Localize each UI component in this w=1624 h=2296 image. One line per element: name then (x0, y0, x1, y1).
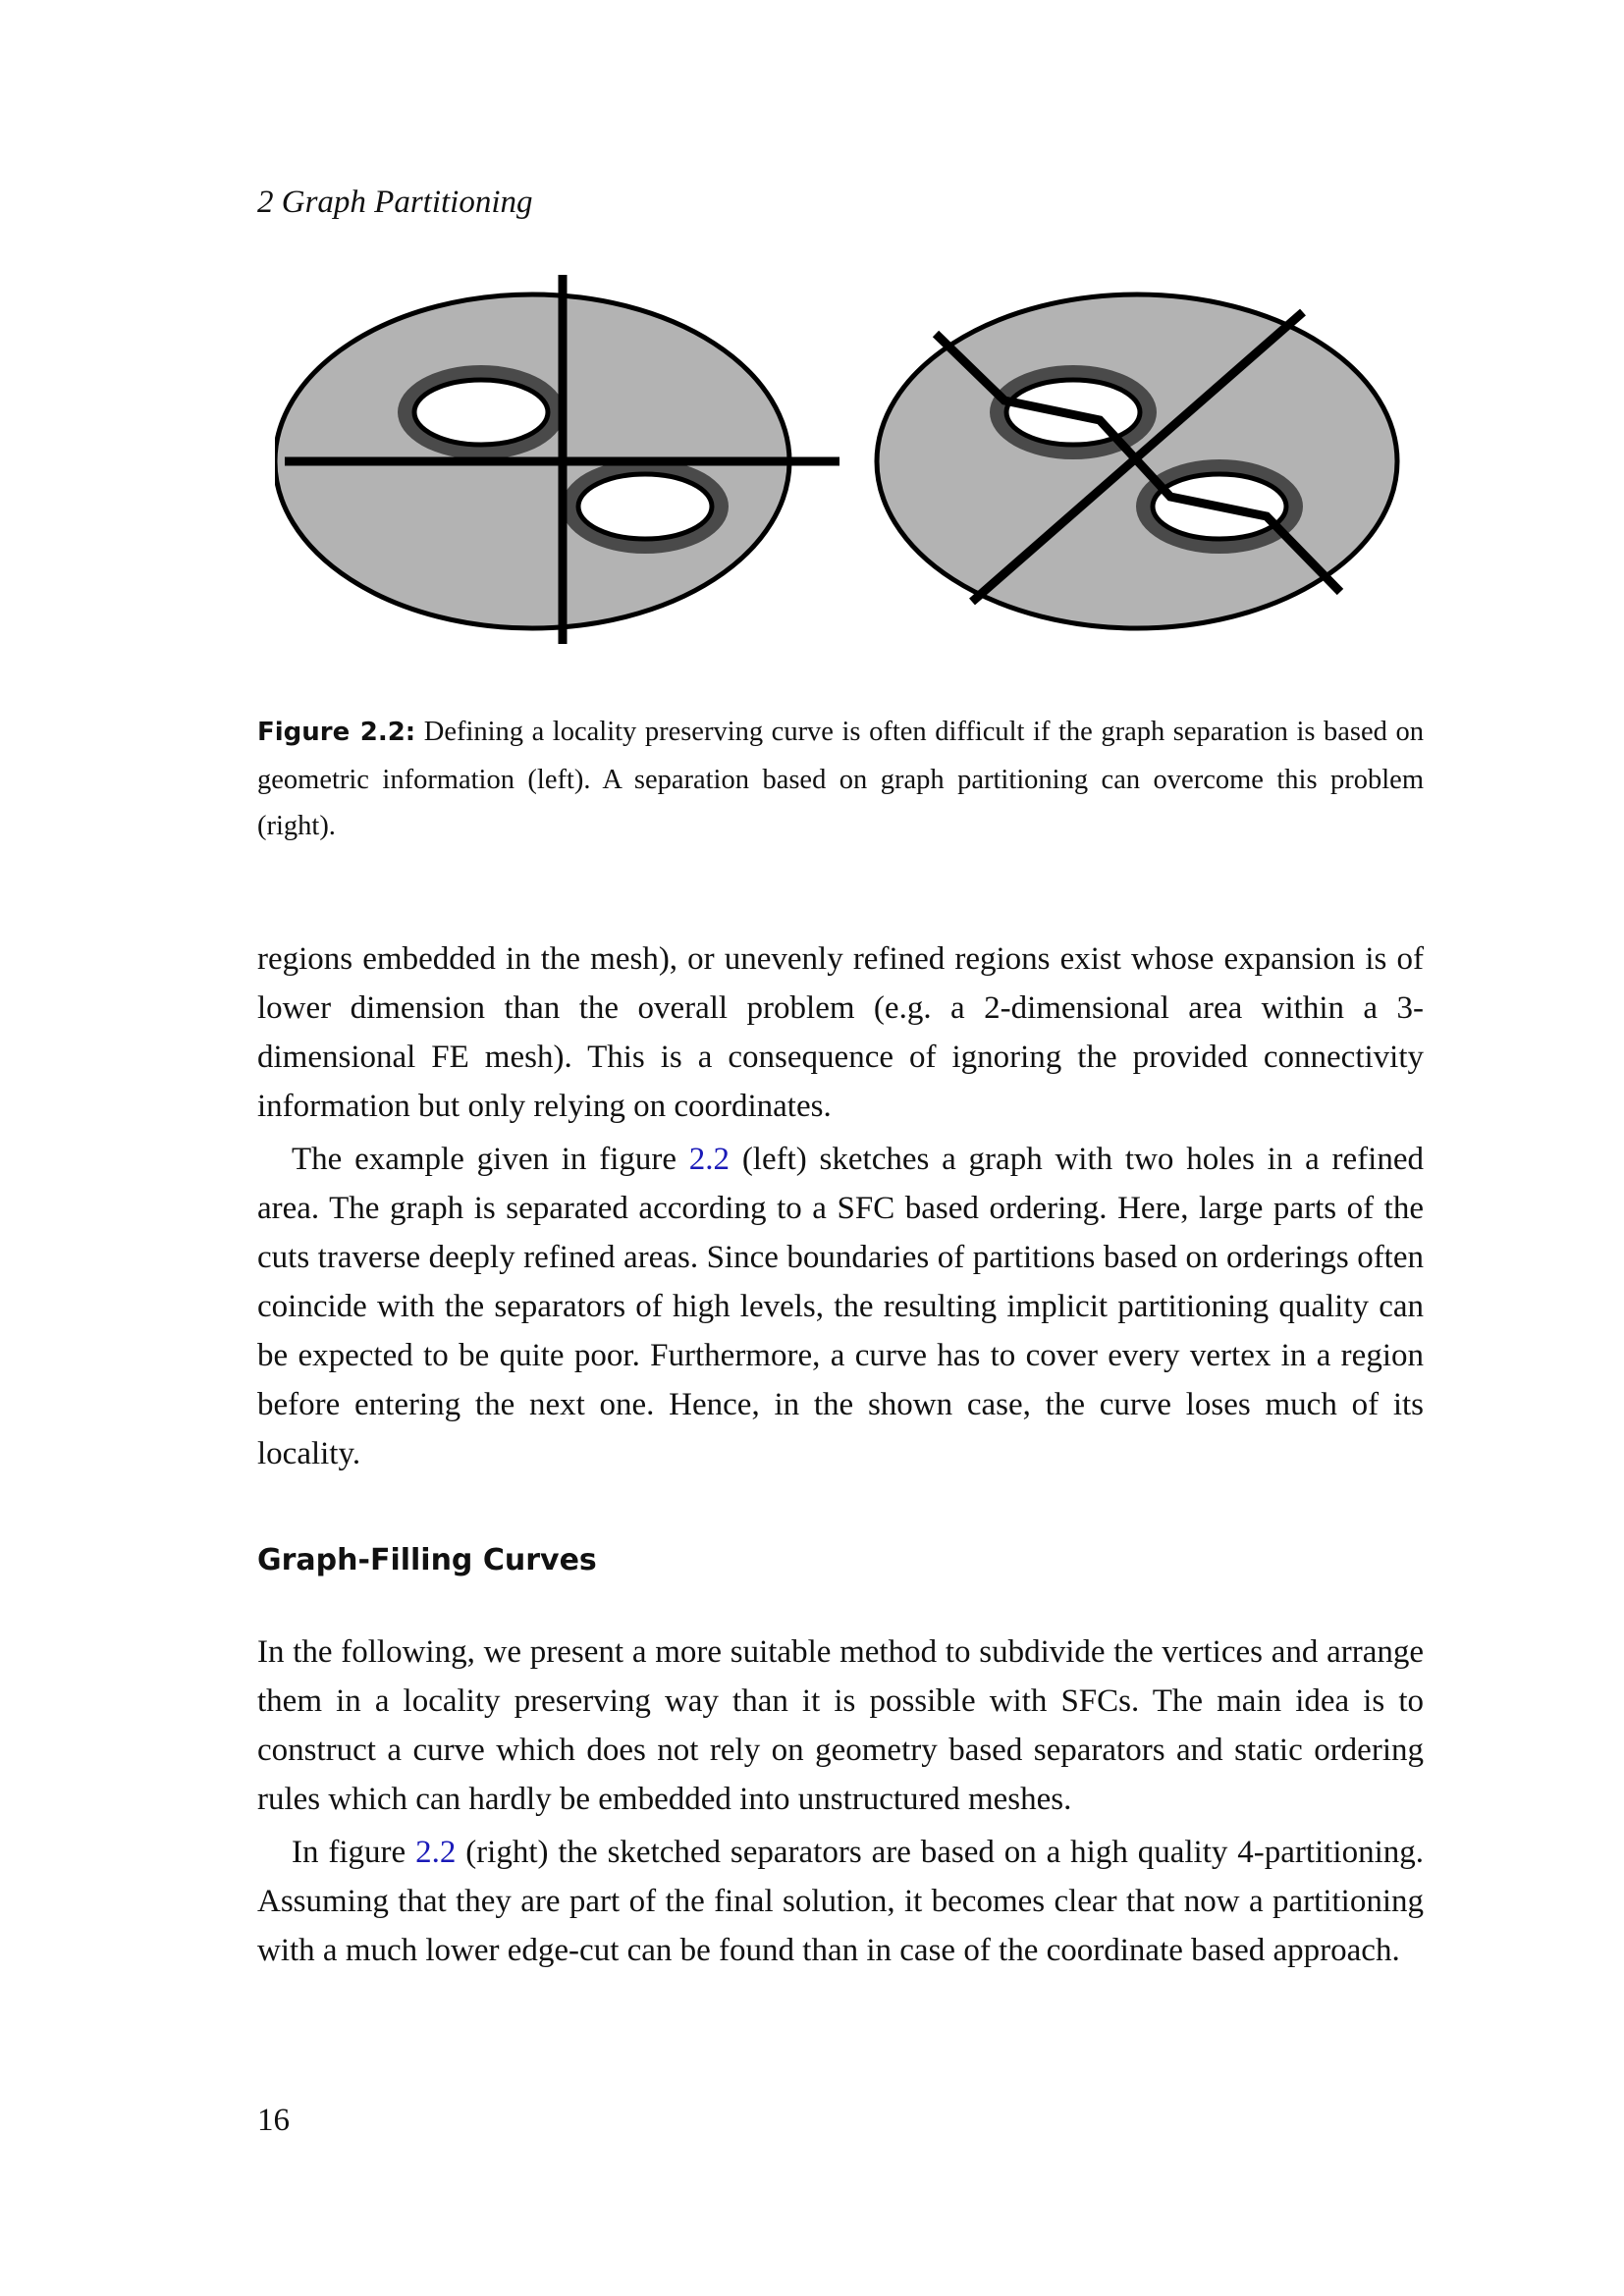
figure-reference-link[interactable]: 2.2 (688, 1142, 731, 1177)
body-text-bottom (257, 1628, 1424, 1979)
figure-caption (257, 709, 1424, 850)
paragraph-text: (right) the sketched separators are based on a high quality 4-partitioning. Assuming that they are part of the final solution, it becomes clear that now a partitioning with a much lower edge-cut can be found than in case of the coordinate based approach. (257, 1835, 1424, 1968)
left-hole-2 (578, 474, 712, 539)
paragraph-text: In figure (292, 1835, 416, 1870)
paragraph (257, 1828, 1424, 1975)
paragraph (257, 1135, 1424, 1478)
caption-text: Defining a locality preserving curve is often difficult if the graph separation is based on geometric information (left). A separation based on graph partitioning can overcome this problem (right). (257, 717, 1424, 841)
paragraph: regions embedded in the mesh), or unevenly refined regions exist whose expansion is of lower dimension than the overall problem (e.g. a 2-dimensional area within a 3-dimensional FE mesh). This is a consequence of ignoring the provided connectivity information but only relying on coordinates. (257, 941, 1424, 1124)
figure-reference-link[interactable]: 2.2 (415, 1835, 457, 1870)
right-panel (877, 294, 1397, 628)
left-hole-1 (414, 380, 548, 445)
running-head: 2 Graph Partitioning (257, 185, 533, 220)
figure-2-2 (275, 263, 1414, 656)
page-number: 16 (257, 2103, 290, 2138)
section-heading: Graph-Filling Curves (257, 1543, 597, 1577)
paragraph-text: (left) sketches a graph with two holes in a refined area. The graph is separated according to a SFC based ordering. Here, large parts of the cuts traverse deeply refined areas. Since boundaries of partitions based on orderings often coincide with the separators of high levels, the resulting implicit partitioning quality can be expected to be quite poor. Furthermore, a curve has to cover every vertex in a region before entering the next one. Hence, in the shown case, the curve loses much of its locality. (257, 1142, 1424, 1471)
paragraph: In the following, we present a more suitable method to subdivide the vertices and arrange them in a locality preserving way than it is possible with SFCs. The main idea is to construct a curve which does not rely on geometry based separators and static ordering rules which can hardly be embedded into unstructured meshes. (257, 1634, 1424, 1817)
paragraph-text: The example given in figure (292, 1142, 689, 1177)
left-panel (275, 275, 839, 644)
body-text-top (257, 934, 1424, 1482)
caption-label: Figure 2.2: (257, 718, 416, 747)
figure-illustration (275, 263, 1414, 656)
